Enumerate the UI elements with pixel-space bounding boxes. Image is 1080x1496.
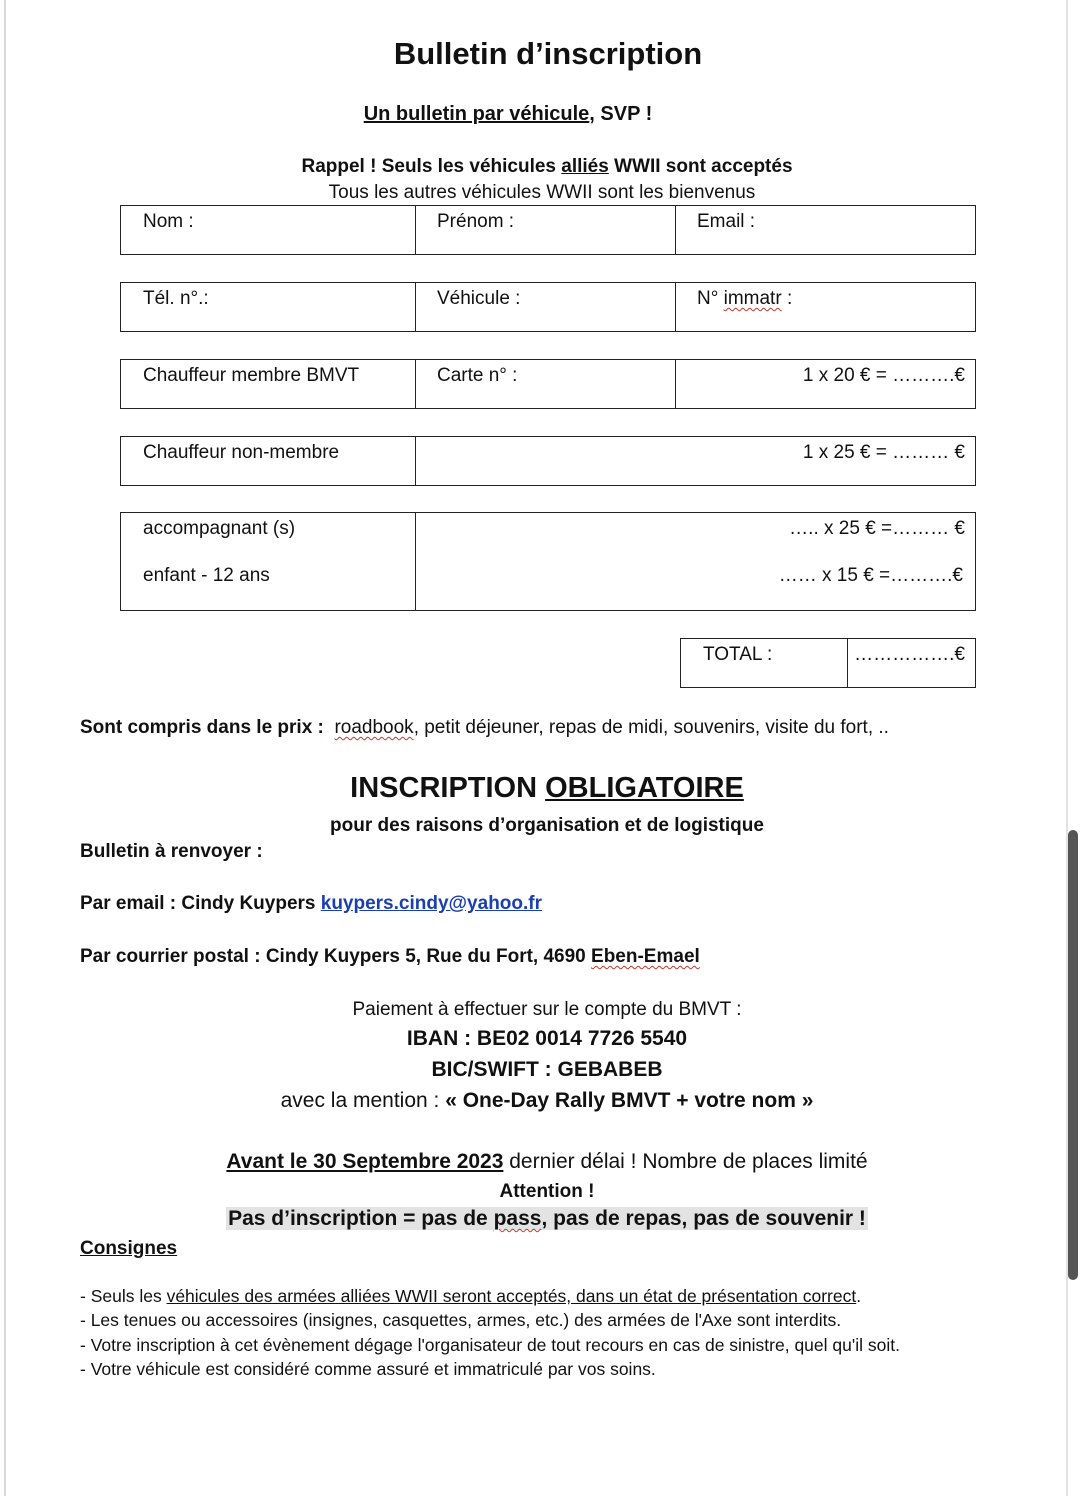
rappel-line bbox=[0, 156, 1080, 178]
page-border-left bbox=[4, 0, 6, 1496]
send-email-line bbox=[80, 893, 542, 915]
rule1-after: . bbox=[856, 1286, 862, 1306]
subtitle-rest: , SVP ! bbox=[589, 103, 653, 125]
send-post-line bbox=[80, 946, 700, 968]
price-non-membre: 1 x 25 € = ……… € bbox=[802, 442, 965, 463]
warning-pass: pass bbox=[493, 1207, 542, 1230]
divider bbox=[415, 360, 416, 408]
form-row-vehicle bbox=[120, 282, 976, 332]
price-enfant: …… x 15 € =……….€ bbox=[778, 565, 963, 586]
rule1-underlined: véhicules des armées alliées WWII seront acceptés, dans un état de présentation correct bbox=[166, 1286, 857, 1306]
divider bbox=[415, 513, 416, 610]
price-membre: 1 x 20 € = ……….€ bbox=[802, 365, 965, 386]
divider bbox=[675, 360, 676, 408]
deadline-line bbox=[0, 1150, 1080, 1174]
enfant-label: enfant - 12 ans bbox=[143, 565, 270, 586]
nom-label: Nom : bbox=[143, 211, 194, 232]
warning-before: Pas d’inscription = pas de bbox=[228, 1207, 494, 1230]
divider bbox=[675, 283, 676, 331]
inscription-word1: INSCRIPTION bbox=[350, 772, 546, 804]
attention-label: Attention ! bbox=[499, 1181, 595, 1202]
rappel-after: WWII sont acceptés bbox=[608, 156, 793, 177]
rappel-before: Rappel ! Seuls les véhicules bbox=[301, 156, 562, 177]
total-label: TOTAL : bbox=[703, 644, 773, 665]
form-row-chauffeur-non-membre bbox=[120, 436, 976, 486]
payment-intro: Paiement à effectuer sur le compte du BMVT : bbox=[352, 999, 742, 1020]
price-accompagnant: ….. x 25 € =……… € bbox=[789, 518, 965, 539]
total-value: …………….€ bbox=[854, 644, 965, 665]
included-label: Sont compris dans le prix : bbox=[80, 717, 324, 738]
email-label: Email : bbox=[697, 211, 756, 232]
warning-line bbox=[0, 1207, 1080, 1231]
prenom-label: Prénom : bbox=[437, 211, 515, 232]
chauffeur-non-membre-label: Chauffeur non-membre bbox=[143, 442, 340, 463]
send-post-city: Eben-Emael bbox=[591, 946, 700, 967]
divider bbox=[415, 437, 416, 485]
accompagnant-label: accompagnant (s) bbox=[143, 518, 296, 539]
consigne-rule-3: - Votre inscription à cet évènement dégage l'organisateur de tout recours en cas de sinistre, quel qu'il soit. bbox=[80, 1335, 900, 1355]
deadline-date: Avant le 30 Septembre 2023 bbox=[226, 1150, 504, 1173]
subtitle bbox=[0, 103, 1016, 126]
payment-mention bbox=[0, 1089, 1080, 1113]
payment-mention-label: avec la mention : bbox=[280, 1089, 446, 1112]
deadline-rest: dernier délai ! Nombre de places limité bbox=[503, 1150, 868, 1173]
immat-word: immatr bbox=[723, 288, 782, 309]
immat-suffix: : bbox=[781, 288, 793, 309]
form-row-accompagnants bbox=[120, 512, 976, 611]
consigne-rule-4: - Votre véhicule est considéré comme assuré et immatriculé par vos soins. bbox=[80, 1359, 656, 1379]
send-post-label: Par courrier postal : Cindy Kuypers 5, Rue du Fort, 4690 bbox=[80, 946, 592, 967]
immat-prefix: N° bbox=[697, 288, 719, 309]
subtitle-underlined: Un bulletin par véhicule bbox=[363, 103, 590, 125]
divider bbox=[415, 206, 416, 254]
divider bbox=[675, 206, 676, 254]
form-row-identity bbox=[120, 205, 976, 255]
immat-label bbox=[697, 288, 792, 310]
page-title: Bulletin d’inscription bbox=[393, 36, 703, 71]
inscription-reason: pour des raisons d’organisation et de logistique bbox=[330, 815, 764, 836]
payment-mention-value: « One-Day Rally BMVT + votre nom » bbox=[445, 1089, 814, 1112]
included-line bbox=[80, 717, 889, 739]
rappel-underlined: alliés bbox=[561, 156, 609, 177]
payment-bic: BIC/SWIFT : GEBABEB bbox=[431, 1058, 663, 1081]
carte-label: Carte n° : bbox=[437, 365, 518, 386]
inscription-word2: OBLIGATOIRE bbox=[545, 772, 744, 804]
email-link[interactable]: kuypers.cindy@yahoo.fr bbox=[320, 893, 543, 914]
total-box bbox=[680, 638, 976, 688]
consigne-rule-2: - Les tenues ou accessoires (insignes, casquettes, armes, etc.) des armées de l'Axe sont interdits. bbox=[80, 1310, 842, 1330]
inscription-heading bbox=[0, 772, 1080, 805]
send-email-label: Par email : Cindy Kuypers bbox=[80, 893, 321, 914]
vehicule-label: Véhicule : bbox=[437, 288, 521, 309]
consigne-rule-1 bbox=[80, 1286, 861, 1307]
payment-iban: IBAN : BE02 0014 7726 5540 bbox=[406, 1027, 688, 1050]
included-roadbook: roadbook bbox=[334, 717, 414, 738]
chauffeur-membre-label: Chauffeur membre BMVT bbox=[143, 365, 360, 386]
send-heading: Bulletin à renvoyer : bbox=[80, 841, 263, 862]
warning-after: , pas de repas, pas de souvenir ! bbox=[541, 1207, 866, 1230]
divider bbox=[847, 639, 848, 687]
others-welcome: Tous les autres véhicules WWII sont les bienvenus bbox=[328, 182, 756, 203]
included-rest: , petit déjeuner, repas de midi, souvenirs, visite du fort, .. bbox=[413, 717, 889, 738]
form-row-chauffeur-membre bbox=[120, 359, 976, 409]
divider bbox=[415, 283, 416, 331]
warning-highlight bbox=[226, 1207, 868, 1230]
consignes-heading: Consignes bbox=[80, 1238, 178, 1259]
tel-label: Tél. n°.: bbox=[143, 288, 209, 309]
rule1-before: - Seuls les bbox=[80, 1286, 167, 1306]
